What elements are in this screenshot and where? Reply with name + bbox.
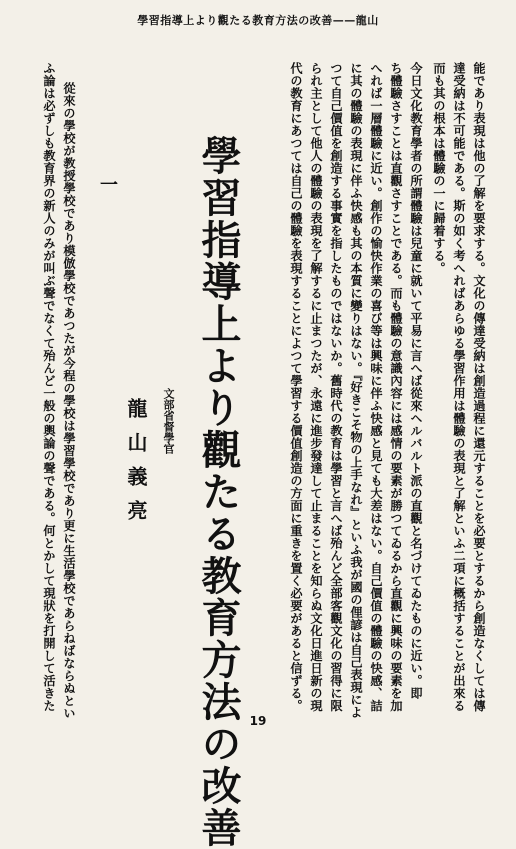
running-header: 學習指導上より觀たる教育方法の改善——龍山 [137, 14, 379, 27]
author-role: 文部省督學官 [162, 388, 175, 454]
body-line: 而も其の根本は體驗の一に歸着する。 [432, 62, 446, 275]
author-name: 龍山義亮 [124, 398, 148, 534]
body-line: ふ論は必ずしも教育界の新人のみが叫ぶ聲でなくて殆んど一般の輿論の聲である。何とかして現狀を打開して活きた [42, 62, 56, 712]
body-line: 能であり表現は他の了解を要求する。文化の傳達受納は創造過程に還元することを必要とするから創造なくしては傳 [472, 62, 486, 712]
body-line: に其の體驗の表現に伴ふ快感も其の本質に變りはない。『好きこそ物の上手なれ』といふ我が國の俚諺は自己表現によ [349, 62, 363, 719]
body-line: ち體驗さすことは直觀さすことである。而も體驗の意識內容には感情の要素が勝つてゐるから直觀に興味の要素を加 [389, 62, 403, 712]
body-line: られ主として他人の體驗の表現を了解するに止まつたが、永遠に進步發達して止まることを知らぬ文化日進日新の現 [309, 62, 323, 712]
body-line: つて自己價值を創造する事實を指したものではないか。舊時代の教育は學習と言へば殆んど全部客觀文化の習得に限 [329, 62, 343, 712]
page-number: 19 [249, 714, 267, 728]
body-line: 代の教育にあつては自己の體驗を表現することによつて學習する價值創造の方面に重きを置く必要があると信ずる。 [289, 62, 303, 712]
body-line: 從來の學校が教授學校であり模倣學校であつたが今程の學校は學習學校であり更に生活學校であらねばならぬとい [62, 82, 76, 720]
article-title: 學習指導上より觀たる教育方法の改善 [195, 135, 242, 849]
body-line: へれば一層體驗に近い。創作の愉快作業の喜び等は興味に伴ふ快感と見ても大差はない。自己價值の體驗の快感、詰 [369, 62, 383, 712]
body-line: 達受納は不可能である。斯の如く考へればあらゆる學習作用は體驗の表現と了解といふ二項に概括することが出來る [452, 62, 466, 712]
section-number: 一 [97, 175, 118, 193]
body-line: 今日文化教育學者の所謂體驗は兒童に就いて平易に言へば從來ヘルバルト派の直觀と名づけてゐたものに近い。即 [409, 62, 423, 700]
